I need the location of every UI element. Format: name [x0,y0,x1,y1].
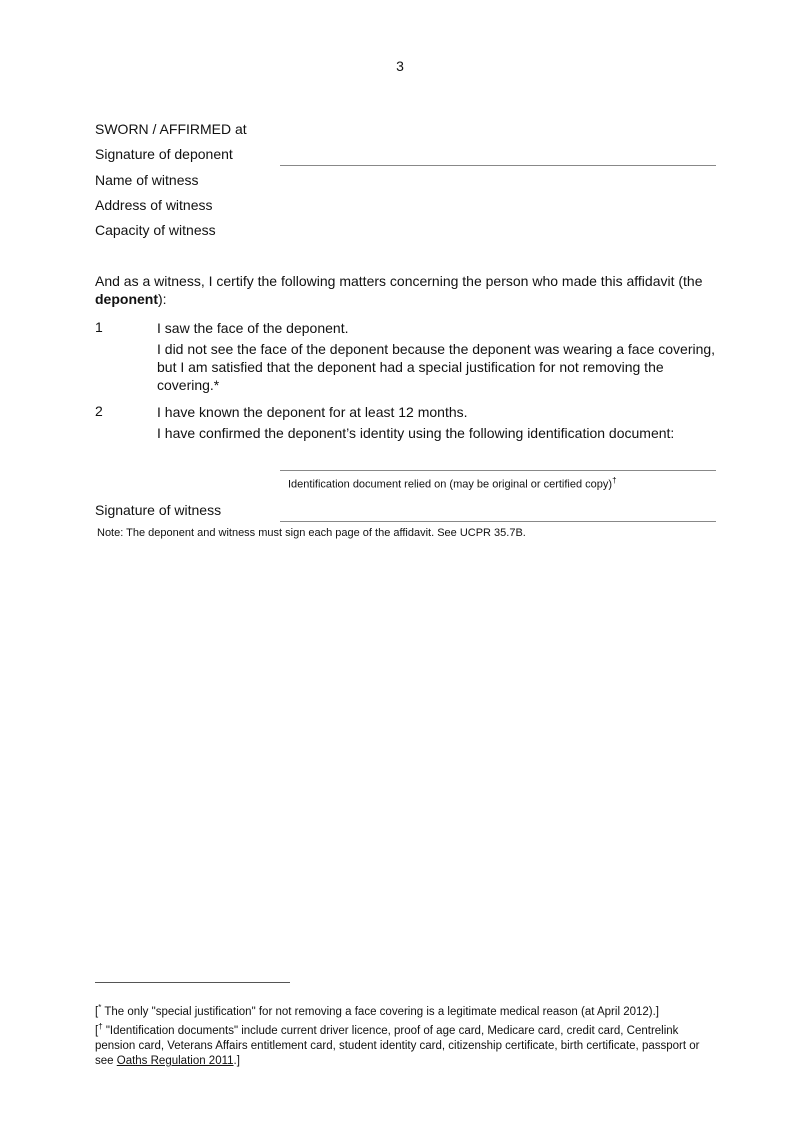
witness-signature-line[interactable] [280,521,716,522]
footnote-separator [95,982,290,983]
signing-note: Note: The deponent and witness must sign each page of the affidavit. See UCPR 35.7B. [97,527,526,539]
signature-witness-label: Signature of witness [95,502,222,518]
signature-deponent-label: Signature of deponent [95,146,233,162]
page-number: 3 [396,58,404,74]
certify-intro: And as a witness, I certify the following matters concerning the person who made this affidavit (the deponent): [95,273,703,307]
item-1-line-b: I did not see the face of the deponent because the deponent was wearing a face covering, but I am satisfied that the deponent had a special justification for not removing the covering.* [157,341,716,393]
capacity-witness-label: Capacity of witness [95,222,216,238]
footnote-identification-documents: [† "Identification documents" include current driver licence, proof of age card, Medicare card, credit card, Centrelink pension card, Veterans Affairs entitlement card, student identity card, citizenship certificate, birth certificate, passport or see Oaths Regulation 2011.] [95,1022,700,1067]
item-2-line-a: I have known the deponent for at least 12 months. [157,404,468,420]
deponent-signature-line[interactable] [280,165,716,166]
item-2-line-b: I have confirmed the deponent’s identity using the following identification document: [157,425,675,441]
identification-document-line[interactable] [280,470,716,471]
sworn-affirmed-label: SWORN / AFFIRMED at [95,121,247,137]
identification-document-caption: Identification document relied on (may be original or certified copy)† [288,476,617,491]
deponent-term: deponent [95,291,158,307]
address-witness-label: Address of witness [95,197,213,213]
item-number: 1 [95,319,103,335]
item-number: 2 [95,403,103,419]
footnote-face-covering: [* The only "special justification" for not removing a face covering is a legitimate medical reason (at April 2012).] [95,1003,659,1018]
item-1-line-a: I saw the face of the deponent. [157,320,349,336]
oaths-regulation-link[interactable]: Oaths Regulation 2011 [116,1055,234,1067]
name-witness-label: Name of witness [95,172,199,188]
